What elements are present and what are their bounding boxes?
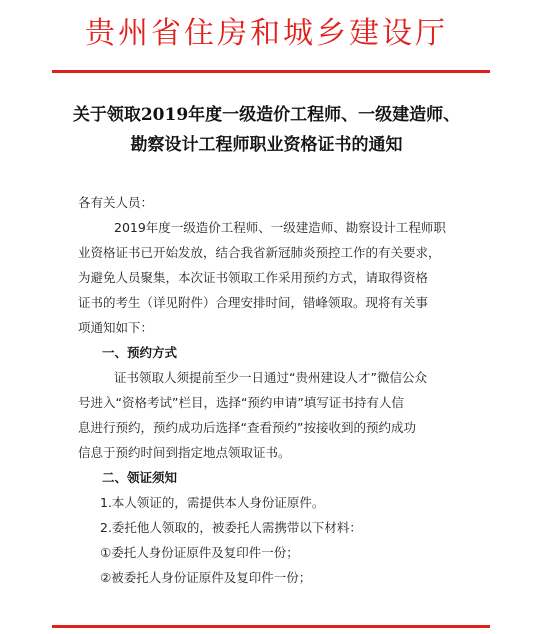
notice-item-4: ②被委托人身份证原件及复印件一份； bbox=[100, 570, 312, 585]
intro-line-1: 2019年度一级造价工程师、一级建造师、勘察设计工程师职 bbox=[114, 220, 446, 235]
document-title bbox=[0, 100, 533, 160]
notice-item-1: 1.本人领证的，需提供本人身份证原件。 bbox=[100, 495, 325, 510]
document-title-line-1: 关于领取2019年度一级造价工程师、一级建造师、 bbox=[72, 105, 461, 125]
intro-line-5: 项通知如下： bbox=[78, 320, 154, 335]
intro-line-2: 业资格证书已开始发放，结合我省新冠肺炎预控工作的有关要求， bbox=[78, 245, 441, 260]
footer-red-rule bbox=[52, 625, 490, 628]
section1-line-1: 证书领取人须提前至少一日通过“贵州建设人才”微信公众 bbox=[114, 370, 427, 385]
document-body bbox=[78, 190, 478, 590]
salutation: 各有关人员： bbox=[78, 195, 154, 210]
section-heading-notice: 二、领证须知 bbox=[102, 470, 178, 485]
section-heading-reservation: 一、预约方式 bbox=[102, 345, 178, 360]
header-red-rule bbox=[52, 70, 490, 73]
section1-line-4: 信息于预约时间到指定地点领取证书。 bbox=[78, 445, 291, 460]
notice-item-2: 2.委托他人领取的，被委托人需携带以下材料： bbox=[100, 520, 362, 535]
section1-line-2: 号进入“资格考试”栏目，选择“预约申请”填写证书持有人信 bbox=[78, 395, 404, 410]
intro-line-4: 证书的考生（详见附件）合理安排时间，错峰领取。现将有关事 bbox=[78, 295, 429, 310]
document-title-line-2: 勘察设计工程师职业资格证书的通知 bbox=[130, 135, 403, 155]
organization-header: 贵州省住房和城乡建设厅 bbox=[85, 16, 448, 51]
section1-line-3: 息进行预约，预约成功后选择“查看预约”按接收到的预约成功 bbox=[78, 420, 416, 435]
intro-line-3: 为避免人员聚集，本次证书领取工作采用预约方式，请取得资格 bbox=[78, 270, 429, 285]
notice-item-3: ①委托人身份证原件及复印件一份； bbox=[100, 545, 299, 560]
